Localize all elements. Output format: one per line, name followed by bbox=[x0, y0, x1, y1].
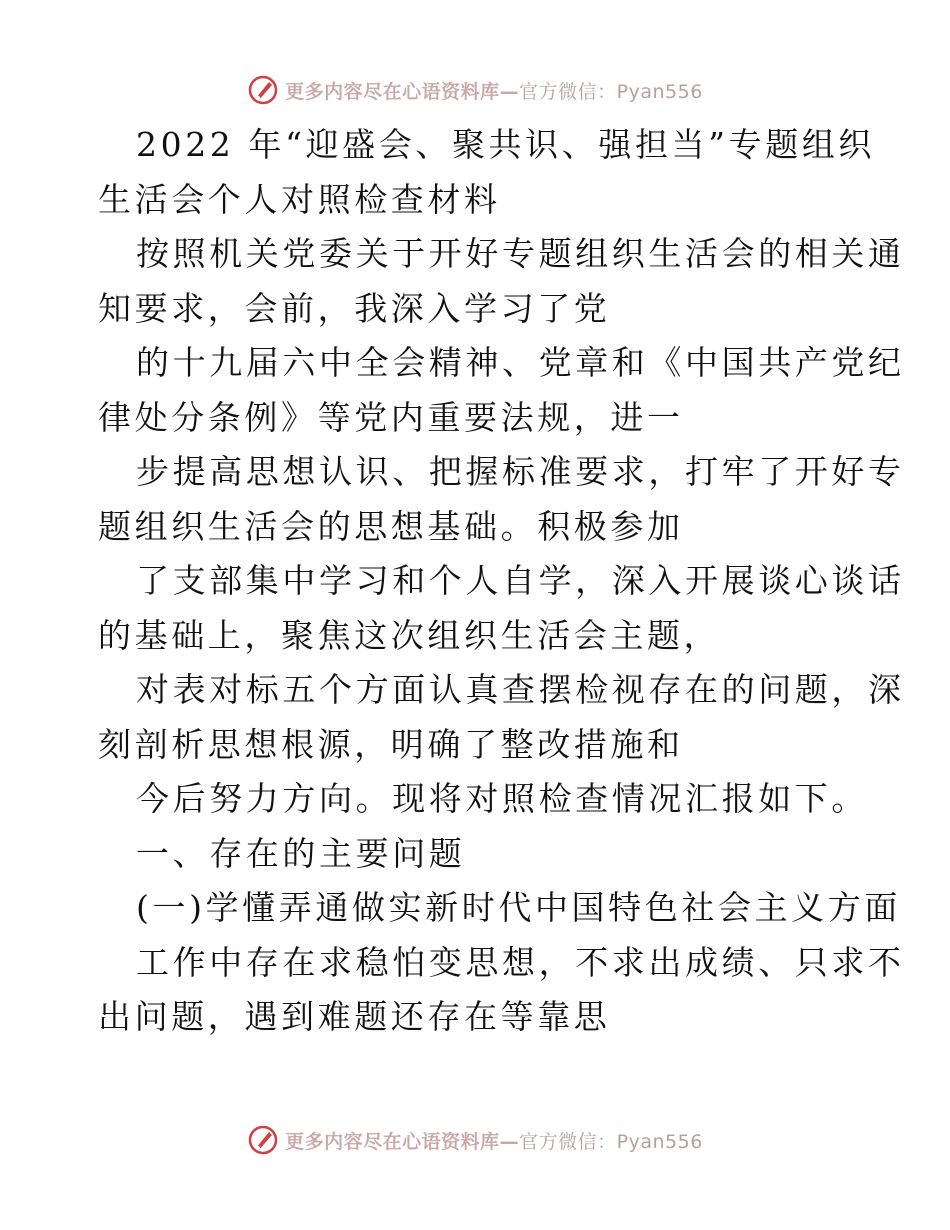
text-line: 了支部集中学习和个人自学，深入开展谈心谈话 bbox=[136, 561, 905, 600]
text-line: 2022 年“迎盛会、聚共识、强担当”专题组织 bbox=[136, 125, 876, 164]
document-body bbox=[98, 118, 905, 1045]
text-line: 一、存在的主要问题 bbox=[136, 833, 466, 873]
text-line: 的基础上，聚焦这次组织生活会主题， bbox=[98, 615, 721, 655]
banner-wechat: 官方微信：Pyan556 bbox=[519, 1130, 703, 1153]
text-line: 按照机关党委关于开好专题组织生活会的相关通 bbox=[136, 234, 905, 273]
text-line: 今后努力方向。现将对照检查情况汇报如下。 bbox=[136, 779, 868, 818]
text-line: 刻剖析思想根源，明确了整改措施和 bbox=[98, 724, 684, 764]
pen-circle-logo-icon bbox=[247, 1124, 279, 1156]
banner-wechat: 官方微信：Pyan556 bbox=[519, 80, 703, 103]
text-line: 知要求，会前，我深入学习了党 bbox=[98, 288, 611, 328]
banner-separator: — bbox=[499, 80, 520, 103]
footer-banner bbox=[0, 1120, 950, 1160]
banner-text bbox=[285, 1127, 703, 1154]
text-line: 工作中存在求稳怕变思想，不求出成绩、只求不 bbox=[136, 942, 905, 982]
text-line: 步提高思想认识、把握标准要求，打牢了开好专 bbox=[136, 452, 905, 491]
text-line: (一)学懂弄通做实新时代中国特色社会主义方面 bbox=[136, 888, 901, 927]
banner-brand: 更多内容尽在心语资料库 bbox=[285, 80, 500, 103]
banner-separator: — bbox=[499, 1130, 520, 1153]
header-banner bbox=[0, 70, 950, 110]
text-line: 出问题，遇到难题还存在等靠思 bbox=[98, 997, 611, 1036]
banner-brand: 更多内容尽在心语资料库 bbox=[285, 1130, 500, 1153]
text-line: 生活会个人对照检查材料 bbox=[98, 179, 501, 219]
pen-circle-logo-icon bbox=[247, 74, 279, 106]
text-line: 律处分条例》等党内重要法规，进一 bbox=[98, 397, 684, 437]
text-line: 对表对标五个方面认真查摆检视存在的问题，深 bbox=[136, 670, 905, 709]
text-line: 题组织生活会的思想基础。积极参加 bbox=[98, 506, 684, 546]
banner-text bbox=[285, 77, 703, 104]
text-line: 的十九届六中全会精神、党章和《中国共产党纪 bbox=[136, 343, 905, 382]
